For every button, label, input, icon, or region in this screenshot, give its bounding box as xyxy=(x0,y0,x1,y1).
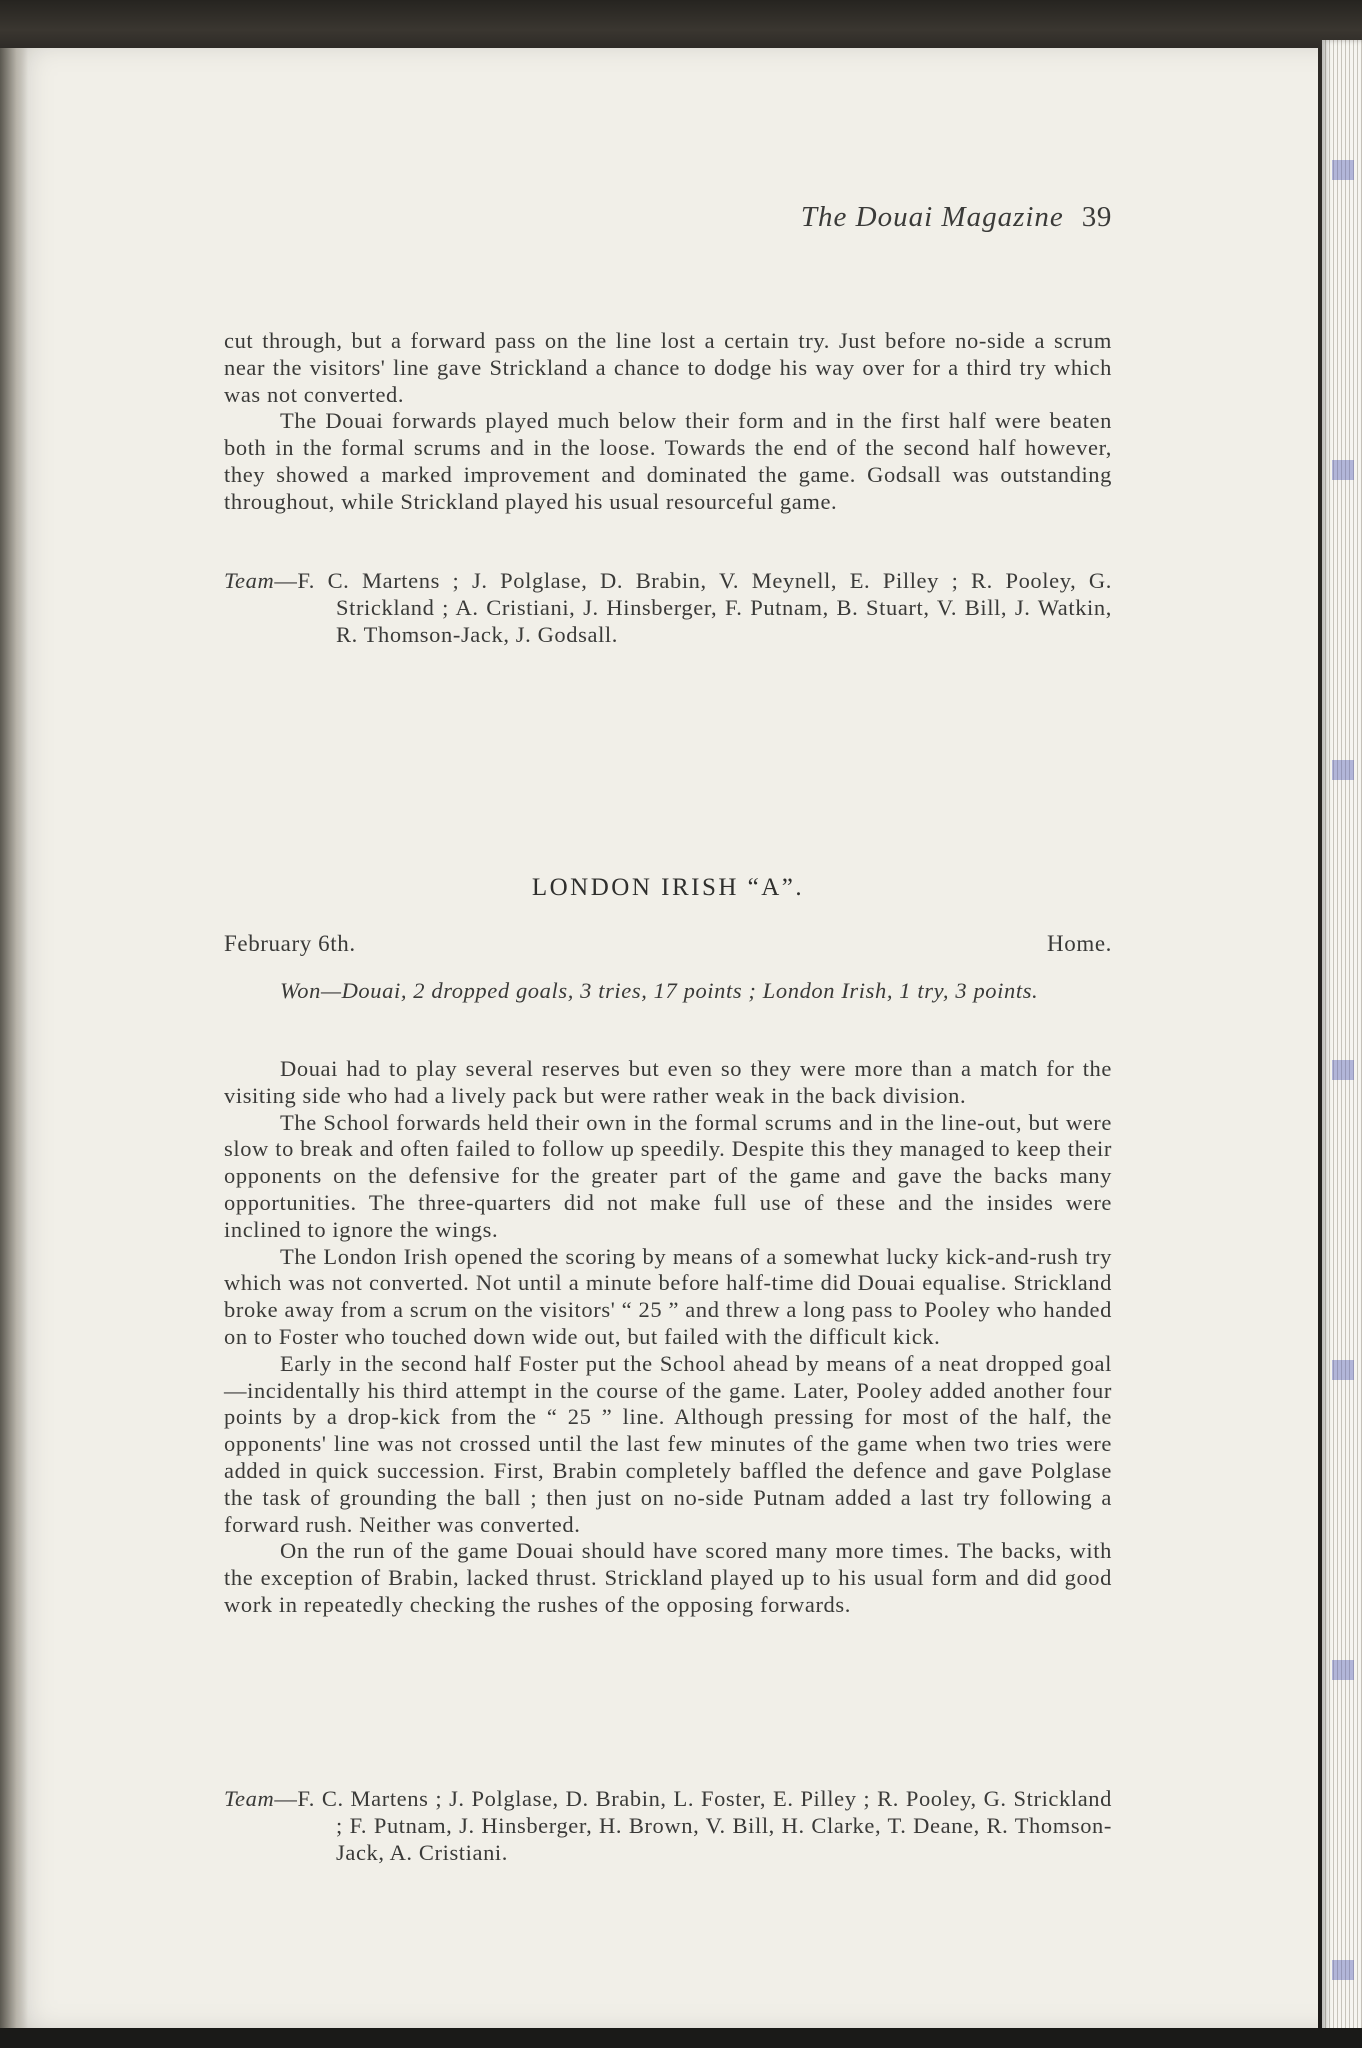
team-list-paragraph xyxy=(224,568,1112,648)
match-venue: Home. xyxy=(1047,931,1112,956)
paragraph: Early in the second half Foster put the School ahead by means of a neat dropped goal—incidentally his third attempt in the course of the game. Later, Pooley added another four points by a drop-kick from the “ 25 ” line. Although pressing for most of the half, the opponents' line was not crossed until the last few minutes of the game when two tries were added in quick succession. First, Brabin completely baffled the defence and gave Polglase the task of grounding the ball ; then just on no-side Putnam added a last try following a forward rush. Neither was converted. xyxy=(224,1350,1112,1537)
team-names: —F. C. Martens ; J. Polglase, D. Brabin, L. Foster, E. Pilley ; R. Pooley, G. Strickland ; F. Putnam, J. Hinsberger, H. Brown, V. Bill, H. Clarke, T. Deane, R. Thomson-Jack, A. Cristiani. xyxy=(274,1786,1112,1865)
match-dateline xyxy=(224,931,1112,957)
team-label: Team xyxy=(224,568,275,593)
team-names: —F. C. Martens ; J. Polglase, D. Brabin, V. Meynell, E. Pilley ; R. Pooley, G. Strickland ; A. Cristiani, J. Hinsberger, F. Putnam, B. Stuart, V. Bill, J. Watkin, R. Thomson-Jack, J. Godsall. xyxy=(274,568,1112,647)
paragraph: On the run of the game Douai should have scored many more times. The backs, with the exception of Brabin, lacked thrust. Strickland played up to his usual form and did good work in repeatedly checking the rushes of the opposing forwards. xyxy=(224,1538,1112,1617)
first-article-text xyxy=(224,328,1112,516)
page-fore-edge xyxy=(1322,40,1362,2035)
paragraph: The London Irish opened the scoring by means of a somewhat lucky kick-and-rush try which was not converted. Not until a minute before half-time did Douai equalise. Strickland broke away from a scrum on the visitors' “ 25 ” and threw a long pass to Pooley who handed on to Foster who touched down wide out, but failed with the difficult kick. xyxy=(224,1243,1112,1349)
match-heading: LONDON IRISH “A”. xyxy=(531,874,805,901)
gutter-shadow xyxy=(0,48,28,2028)
paragraph: The School forwards held their own in the formal scrums and in the line-out, but were slow to break and often failed to follow up speedily. Despite this they managed to keep their opponents on the defensive for the greater part of the game and gave the backs many opportunities. The three-quarters did not make full use of these and the insides were inclined to ignore the wings. xyxy=(224,1109,1112,1242)
match-date: February 6th. xyxy=(224,931,356,956)
second-team-list xyxy=(224,1786,1112,1866)
first-team-list xyxy=(224,568,1112,648)
paragraph: cut through, but a forward pass on the line lost a certain try. Just before no-side a scrum near the visitors' line gave Strickland a chance to dodge his way over for a third try which was not converted. xyxy=(224,328,1112,407)
match-result: Won—Douai, 2 dropped goals, 3 tries, 17 points ; London Irish, 1 try, 3 points. xyxy=(280,978,1039,1003)
paragraph: Douai had to play several reserves but even so they were more than a match for the visiting side who had a lively pack but were rather weak in the back division. xyxy=(224,1056,1112,1108)
paragraph: The Douai forwards played much below their form and in the first half were beaten both in the formal scrums and in the loose. Towards the end of the second half however, they showed a marked improvement and dominated the game. Godsall was outstanding throughout, while Strickland played his usual resourceful game. xyxy=(224,408,1112,514)
book-page xyxy=(0,48,1318,2028)
second-article-text xyxy=(224,1056,1112,1619)
running-head xyxy=(224,201,1112,234)
team-label: Team xyxy=(224,1786,275,1811)
page-number: 39 xyxy=(1081,201,1112,233)
running-head-title: The Douai Magazine xyxy=(800,201,1064,233)
team-list-paragraph xyxy=(224,1786,1112,1866)
scan-bottom-edge xyxy=(0,2028,1362,2048)
